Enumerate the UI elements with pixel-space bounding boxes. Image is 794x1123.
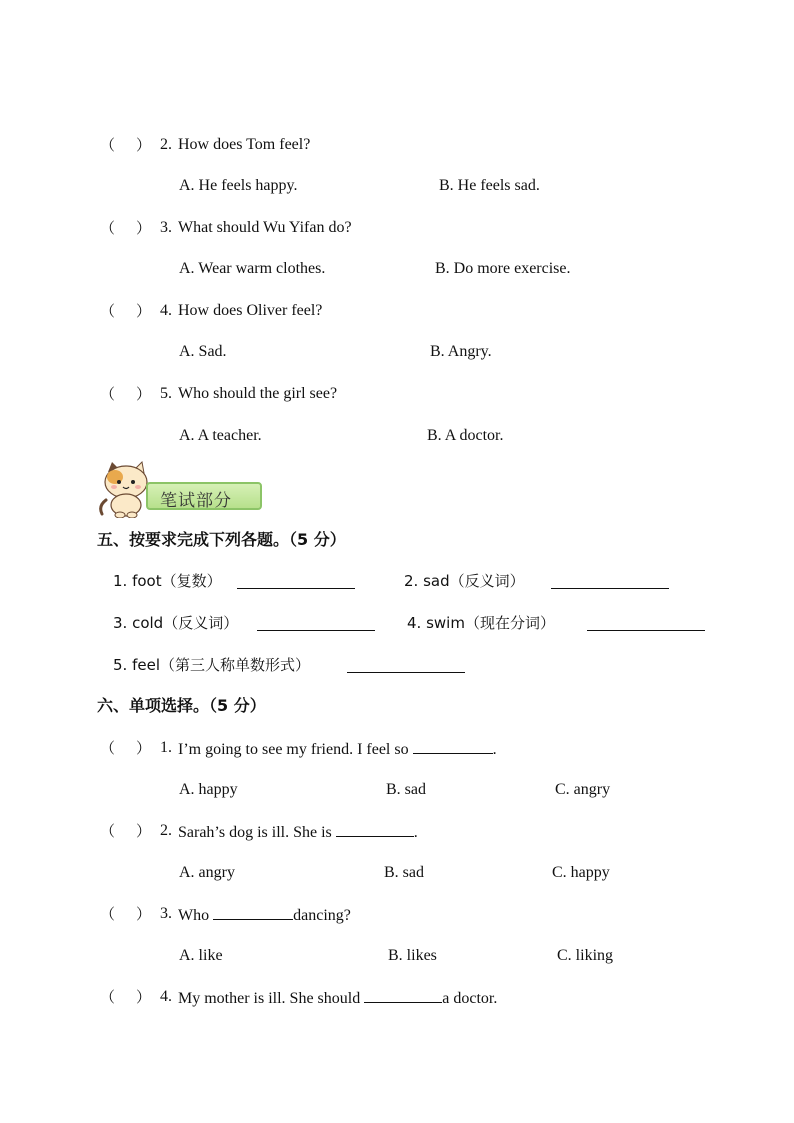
answer-paren-close: ） — [136, 739, 152, 757]
option-a[interactable]: A. Sad. — [179, 343, 227, 360]
answer-paren-close: ） — [136, 385, 152, 403]
option-b[interactable]: B. sad — [384, 864, 424, 881]
question-number: 3. — [160, 905, 172, 922]
answer-paren-close: ） — [136, 988, 152, 1006]
fill-item-prompt: 5. feel（第三人称单数形式） — [113, 656, 310, 674]
answer-blank[interactable] — [213, 904, 293, 920]
banner-bar — [146, 482, 262, 510]
question-stem — [178, 738, 497, 760]
option-c[interactable]: C. liking — [557, 947, 614, 964]
question-number: 2. — [160, 136, 172, 153]
fill-item-prompt: 3. cold（反义词） — [113, 614, 239, 632]
option-b[interactable]: B. A doctor. — [427, 427, 504, 444]
section-title: 六、单项选择。（5 分） — [97, 696, 266, 715]
answer-paren-open[interactable]: （ — [100, 988, 116, 1006]
question-text-end: . — [413, 824, 418, 841]
question-text-end: dancing? — [293, 907, 351, 924]
option-a[interactable]: A. A teacher. — [179, 427, 262, 444]
option-a[interactable]: A. happy — [179, 781, 238, 798]
answer-blank[interactable] — [551, 573, 669, 589]
fill-item — [113, 613, 238, 634]
answer-blank[interactable] — [413, 738, 493, 754]
answer-paren-close: ） — [136, 136, 152, 154]
question-number: 3. — [160, 219, 172, 236]
answer-blank[interactable] — [587, 615, 705, 631]
written-section-banner — [96, 460, 268, 518]
question-stem — [178, 904, 351, 926]
option-a[interactable]: A. He feels happy. — [179, 177, 298, 194]
option-b[interactable]: B. He feels sad. — [439, 177, 540, 194]
question-text-end: a doctor. — [442, 990, 498, 1007]
question-text: What should Wu Yifan do? — [178, 219, 352, 236]
question-text: Who — [178, 907, 214, 924]
answer-paren-close: ） — [136, 302, 152, 320]
fill-item — [113, 655, 310, 676]
question-stem — [178, 821, 418, 843]
fill-item-prompt: 2. sad（反义词） — [404, 572, 525, 590]
option-c[interactable]: C. happy — [552, 864, 610, 881]
question-number: 4. — [160, 988, 172, 1005]
option-a[interactable]: A. angry — [179, 864, 235, 881]
question-number: 4. — [160, 302, 172, 319]
fill-item — [404, 571, 525, 592]
answer-paren-close: ） — [136, 822, 152, 840]
question-text: I’m going to see my friend. I feel so — [178, 741, 413, 758]
answer-blank[interactable] — [347, 657, 465, 673]
answer-paren-close: ） — [136, 219, 152, 237]
question-text: Who should the girl see? — [178, 385, 338, 402]
fill-item — [113, 571, 222, 592]
answer-paren-open[interactable]: （ — [100, 219, 116, 237]
section-title: 五、按要求完成下列各题。（5 分） — [97, 530, 346, 549]
answer-paren-close: ） — [136, 905, 152, 923]
fill-item-prompt: 4. swim（现在分词） — [407, 614, 555, 632]
banner-label: 笔试部分 — [160, 491, 232, 511]
question-stem — [178, 987, 497, 1009]
answer-paren-open[interactable]: （ — [100, 385, 116, 403]
option-b[interactable]: B. likes — [388, 947, 437, 964]
question-number: 5. — [160, 385, 172, 402]
fill-item — [407, 613, 555, 634]
answer-paren-open[interactable]: （ — [100, 905, 116, 923]
option-b[interactable]: B. Do more exercise. — [435, 260, 571, 277]
option-b[interactable]: B. sad — [386, 781, 426, 798]
fill-item-prompt: 1. foot（复数） — [113, 572, 222, 590]
answer-paren-open[interactable]: （ — [100, 822, 116, 840]
question-text-end: . — [492, 741, 497, 758]
answer-paren-open[interactable]: （ — [100, 739, 116, 757]
answer-paren-open[interactable]: （ — [100, 302, 116, 320]
answer-blank[interactable] — [257, 615, 375, 631]
option-a[interactable]: A. Wear warm clothes. — [179, 260, 326, 277]
answer-blank[interactable] — [237, 573, 355, 589]
question-text: Sarah’s dog is ill. She is — [178, 824, 336, 841]
question-text: How does Oliver feel? — [178, 302, 323, 319]
question-text: My mother is ill. She should — [178, 990, 365, 1007]
answer-paren-open[interactable]: （ — [100, 136, 116, 154]
option-c[interactable]: C. angry — [555, 781, 611, 798]
question-text: How does Tom feel? — [178, 136, 311, 153]
answer-blank[interactable] — [364, 987, 442, 1003]
answer-blank[interactable] — [336, 821, 414, 837]
option-b[interactable]: B. Angry. — [430, 343, 492, 360]
question-number: 2. — [160, 822, 172, 839]
question-number: 1. — [160, 739, 172, 756]
option-a[interactable]: A. like — [179, 947, 223, 964]
